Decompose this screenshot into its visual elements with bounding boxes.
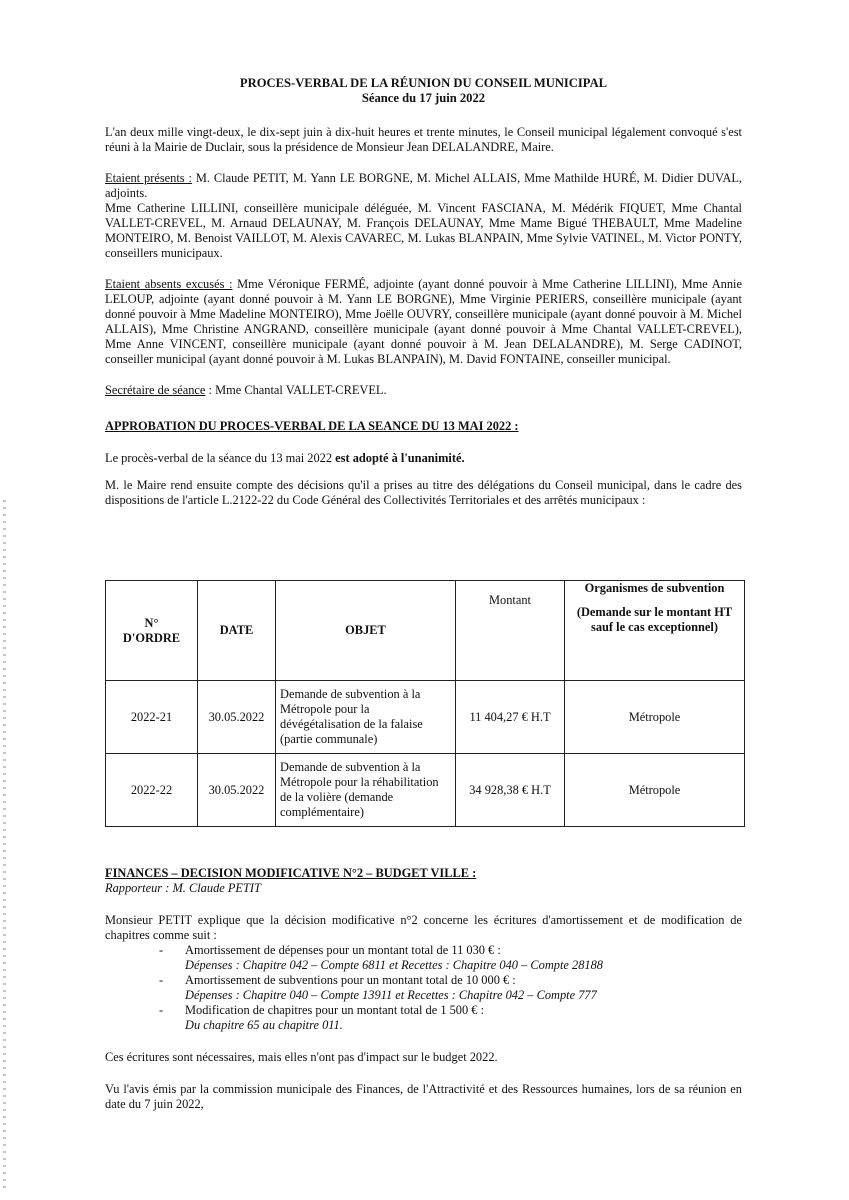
- finances-heading: FINANCES – DECISION MODIFICATIVE N°2 – BUDGET VILLE :: [105, 866, 477, 880]
- header-organisme: Organismes de subvention (Demande sur le montant HT sauf le cas exceptionnel): [565, 581, 745, 681]
- absents-text: Mme Véronique FERMÉ, adjointe (ayant donné pouvoir à Mme Catherine LILLINI), Mme Annie LELOUP, adjointe (ayant donné pouvoir à M. Yann LE BORGNE), Mme Virginie PERIERS, conseillère municipale (ayant donné pouvoir à Mme Madeline MONTEIRO), Mme Joëlle OUVRY, conseillère municipale (ayant donné pouvoir à M. Michel ALLAIS), Mme Christine ANGRAND, conseillère municipale (ayant donné pouvoir à Mme Chantal VALLET-CREVEL), Mme Anne VINCENT, conseillère municipale (ayant donné pouvoir à M. Jean DELALANDRE), M. Serge CADINOT, conseiller municipal (ayant donné pouvoir à M. Lukas BLANPAIN), M. David FONTAINE, conseiller municipal.: [105, 277, 742, 366]
- document-page: [105, 76, 742, 508]
- approbation-heading: APPROBATION DU PROCES-VERBAL DE LA SEANCE DU 13 MAI 2022 :: [105, 419, 519, 433]
- decisions-intro: M. le Maire rend ensuite compte des décisions qu'il a prises au titre des délégations du Conseil municipal, dans le cadre des dispositions de l'article L.2122-22 du Code Général des Collectivités Territoriales et des arrêtés municipaux :: [105, 478, 742, 507]
- row-montant: 34 928,38 € H.T: [456, 754, 565, 827]
- list-item-label: Modification de chapitres pour un montant total de 1 500 € :: [185, 1003, 485, 1017]
- row-organisme: Métropole: [565, 754, 745, 827]
- approbation-result: est adopté à l'unanimité.: [335, 451, 465, 465]
- absents-label: Etaient absents excusés :: [105, 277, 233, 291]
- list-item-detail: Dépenses : Chapitre 040 – Compte 13911 et Recettes : Chapitre 042 – Compte 777: [185, 988, 597, 1002]
- presents-adjoints: M. Claude PETIT, M. Yann LE BORGNE, M. Michel ALLAIS, Mme Mathilde HURÉ, M. Didier DUVAL, adjoints.: [105, 171, 742, 200]
- header-ordre: N° D'ORDRE: [106, 581, 198, 681]
- finances-rapporteur: Rapporteur : M. Claude PETIT: [105, 881, 261, 895]
- row-objet: Demande de subvention à la Métropole pour la dévégétalisation de la falaise (partie communale): [276, 681, 456, 754]
- intro-paragraph: L'an deux mille vingt-deux, le dix-sept juin à dix-huit heures et trente minutes, le Conseil municipal légalement convoqué s'est réuni à la Mairie de Duclair, sous la présidence de Monsieur Jean DELALANDRE, Maire.: [105, 125, 742, 154]
- finances-list: [105, 943, 742, 1033]
- row-date: 30.05.2022: [198, 681, 276, 754]
- finances-avis: Vu l'avis émis par la commission municipale des Finances, de l'Attractivité et des Ressources humaines, lors de sa réunion en date du 7 juin 2022,: [105, 1082, 742, 1111]
- document-title: PROCES-VERBAL DE LA RÉUNION DU CONSEIL MUNICIPAL: [239, 76, 608, 90]
- row-objet: Demande de subvention à la Métropole pour la réhabilitation de la volière (demande complémentaire): [276, 754, 456, 827]
- approbation-paragraph: [105, 451, 742, 466]
- presents-conseillers: Mme Catherine LILLINI, conseillère municipale déléguée, M. Vincent FASCIANA, M. Médérik FIQUET, Mme Chantal VALLET-CREVEL, M. Arnaud DELAUNAY, M. François DELAUNAY, Mme Mame Bigué THEBAULT, Mme Madeline MONTEIRO, M. Benoist VAILLOT, M. Alexis CAVAREC, M. Lukas BLANPAIN, Mme Sylvie VATINEL, M. Victor PONTY, conseillers municipaux.: [105, 201, 742, 260]
- document-subtitle: Séance du 17 juin 2022: [361, 91, 486, 105]
- list-item: [105, 1003, 742, 1033]
- absents-paragraph: [105, 277, 742, 367]
- presents-paragraph: [105, 171, 742, 201]
- header-objet: OBJET: [276, 581, 456, 681]
- row-ordre: 2022-22: [106, 754, 198, 827]
- secretaire-label: Secrétaire de séance: [105, 383, 206, 397]
- dash-bullet: -: [159, 943, 164, 957]
- list-item: [105, 973, 742, 1003]
- dash-bullet: -: [159, 1003, 164, 1017]
- row-montant: 11 404,27 € H.T: [456, 681, 565, 754]
- list-item-label: Amortissement de subventions pour un montant total de 10 000 € :: [185, 973, 516, 987]
- table-row: [106, 681, 745, 754]
- finances-intro: Monsieur PETIT explique que la décision modificative n°2 concerne les écritures d'amortissement et de modification de chapitres comme suit :: [105, 913, 742, 942]
- list-item-label: Amortissement de dépenses pour un montant total de 11 030 € :: [185, 943, 501, 957]
- list-item-detail: Dépenses : Chapitre 042 – Compte 6811 et Recettes : Chapitre 040 – Compte 28188: [185, 958, 604, 972]
- list-item-detail: Du chapitre 65 au chapitre 011.: [185, 1018, 343, 1032]
- decisions-table-header: [106, 581, 745, 681]
- header-date: DATE: [198, 581, 276, 681]
- scan-margin-marks: [3, 500, 6, 1190]
- secretaire-text: : Mme Chantal VALLET-CREVEL.: [205, 383, 387, 397]
- row-ordre: 2022-21: [106, 681, 198, 754]
- dash-bullet: -: [159, 973, 164, 987]
- finances-note: Ces écritures sont nécessaires, mais elles n'ont pas d'impact sur le budget 2022.: [105, 1050, 498, 1064]
- decisions-table: [105, 580, 745, 827]
- approbation-text: Le procès-verbal de la séance du 13 mai 2022: [105, 451, 336, 465]
- header-montant: Montant: [456, 581, 565, 681]
- row-organisme: Métropole: [565, 681, 745, 754]
- finances-section: [105, 866, 742, 1112]
- row-date: 30.05.2022: [198, 754, 276, 827]
- secretaire-paragraph: [105, 383, 742, 398]
- table-row: [106, 754, 745, 827]
- presents-label: Etaient présents :: [105, 171, 192, 185]
- list-item: [105, 943, 742, 973]
